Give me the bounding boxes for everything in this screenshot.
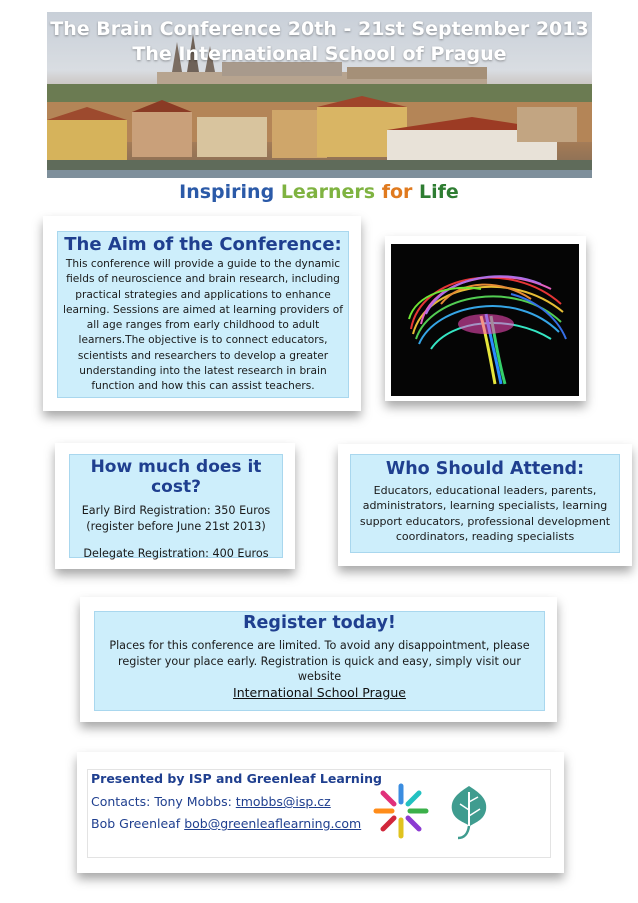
tony-email-link[interactable]: tmobbs@isp.cz <box>235 794 331 809</box>
tagline-word-learners: Learners <box>280 181 376 203</box>
aim-body: This conference will provide a guide to the dynamic fields of neuroscience and brain research, including practical strategies and applications to enhance learning. Sessions are aimed at learning providers of all age ranges from early childhood to adult learners.The objective is to connect educators, scientists and researchers to develop a greater understanding into the latest research in brain function and how this can assist teachers. <box>63 258 343 393</box>
aim-panel <box>57 231 349 398</box>
tagline <box>0 181 638 203</box>
contact-bob-label: Bob Greenleaf <box>91 816 185 831</box>
who-body: Educators, educational leaders, parents, administrators, learning specialists, learning support educators, professional development coordinators, reading specialists <box>359 484 611 543</box>
bob-email-link[interactable]: bob@greenleaflearning.com <box>184 816 362 831</box>
presenters-heading: Presented by ISP and Greenleaf Learning <box>91 771 382 786</box>
delegate-price: Delegate Registration: 400 Euros <box>83 547 269 561</box>
presenters-panel <box>87 769 551 858</box>
cost-panel <box>69 454 283 561</box>
register-panel <box>94 611 545 711</box>
aim-heading: The Aim of the Conference: <box>64 234 342 255</box>
presenters-card <box>77 752 564 873</box>
contact-tony <box>91 794 331 809</box>
early-bird-deadline: (register before June 21st 2013) <box>86 519 266 533</box>
tagline-word-for: for <box>381 181 413 203</box>
cost-card <box>55 443 295 569</box>
cost-heading: How much does it cost? <box>90 457 262 497</box>
who-panel <box>350 454 620 553</box>
brain-fibers-graphic <box>391 244 579 396</box>
greenleaf-leaf-logo-icon <box>444 782 494 842</box>
aim-card <box>43 216 361 411</box>
contact-tony-label: Contacts: Tony Mobbs: <box>91 794 236 809</box>
who-card <box>338 444 632 566</box>
register-card <box>80 597 557 722</box>
school-website-link[interactable]: International School Prague <box>233 684 406 700</box>
early-bird-price <box>70 503 282 534</box>
contact-bob <box>91 816 361 831</box>
conference-title: The Brain Conference 20th - 21st September 2013 <box>50 18 589 40</box>
early-bird-line: Early Bird Registration: 350 Euros <box>81 504 271 517</box>
register-body <box>95 638 544 701</box>
register-heading: Register today! <box>243 613 396 633</box>
tagline-word-life: Life <box>419 181 459 203</box>
register-text: Places for this conference are limited. To avoid any disappointment, please register your place early. Registration is quick and easy, simply visit our website <box>109 639 530 684</box>
school-name: The International School of Prague <box>132 43 507 65</box>
isp-star-logo-icon <box>372 782 430 840</box>
brain-tractography-image <box>391 244 579 396</box>
header-banner <box>47 12 592 178</box>
who-heading: Who Should Attend: <box>385 459 585 479</box>
tagline-word-inspiring: Inspiring <box>179 181 275 203</box>
brain-image-card <box>385 236 586 401</box>
